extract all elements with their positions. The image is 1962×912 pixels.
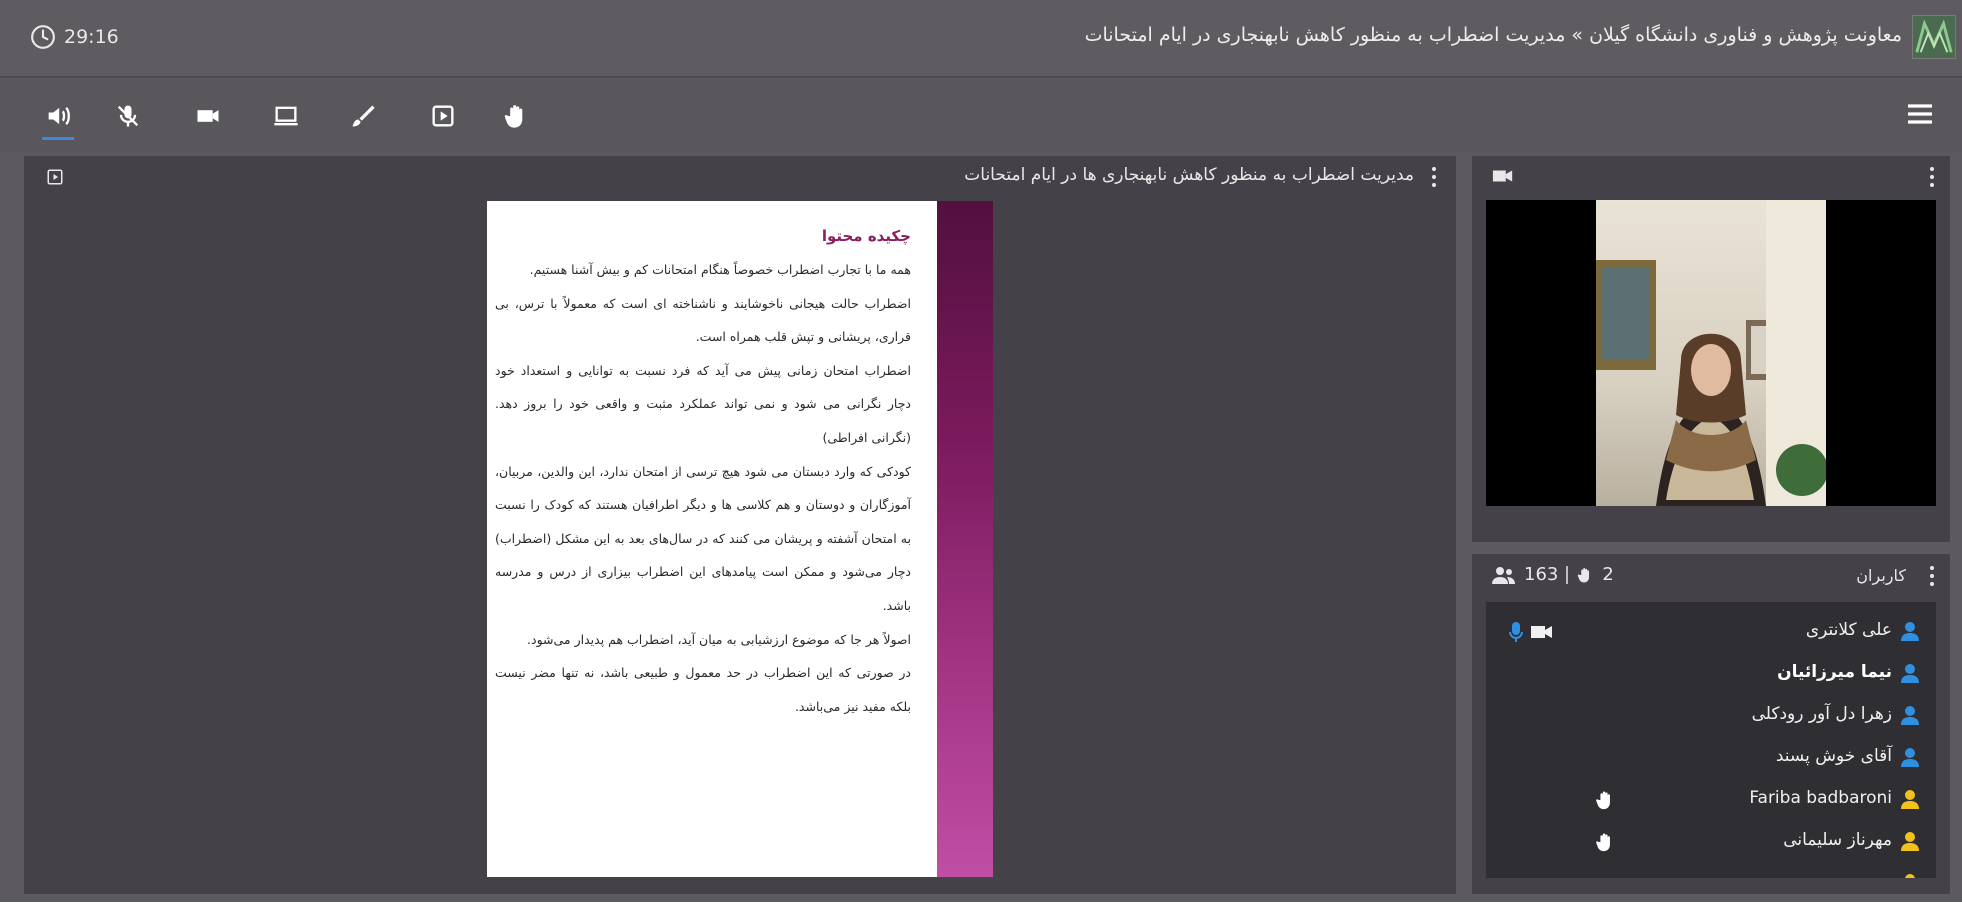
presenter-user-icon bbox=[1900, 705, 1920, 725]
divider bbox=[1566, 566, 1568, 584]
slide-paragraph: کودکی که وارد دبستان می شود هیچ ترسی از امتحان ندارد، این والدین، مربیان، آموزگاران و دوستان و هم کلاسی ها و دیگر اطرافیان هستند که کودک را نسبت به امتحان آشفته و پریشان می کنند که در سال‌های بعد به این مشکل (اضطراب) دچار می‌شود و ممکن است پیامدهای این اضطراب بیزاری از درس و مدرسه باشد. bbox=[495, 463, 911, 613]
mic-icon bbox=[1508, 621, 1524, 643]
camera-icon bbox=[1530, 624, 1554, 640]
participant-user-icon bbox=[1900, 831, 1920, 851]
user-row[interactable] bbox=[1486, 738, 1936, 778]
presenter-webcam-image bbox=[1596, 200, 1826, 506]
webcam-video[interactable] bbox=[1486, 200, 1936, 506]
speaker-icon bbox=[44, 102, 72, 130]
microphone-button[interactable] bbox=[110, 98, 146, 134]
user-name: مهرناز سلیمانی bbox=[1783, 830, 1892, 850]
users-header bbox=[1472, 554, 1950, 598]
user-row[interactable] bbox=[1486, 822, 1936, 862]
timer-text: 29:16 bbox=[64, 26, 119, 48]
screen-share-button[interactable] bbox=[268, 98, 304, 134]
page-title: معاونت پژوهش و فناوری دانشگاه گیلان » مدیریت اضطراب به منظور کاهش نابهنجاری در ایام امتحانات bbox=[1084, 24, 1902, 46]
webcam-feed bbox=[1596, 200, 1826, 506]
participant-user-icon bbox=[1900, 873, 1920, 878]
slide-heading: چکیده محتوا bbox=[821, 227, 911, 245]
user-name: Fariba badbaroni bbox=[1749, 788, 1892, 808]
camera-button[interactable] bbox=[190, 98, 226, 134]
user-row[interactable] bbox=[1486, 780, 1936, 820]
hamburger-menu-icon[interactable] bbox=[1904, 98, 1936, 130]
play-icon[interactable] bbox=[46, 168, 64, 186]
user-name: علی کلانتری bbox=[1805, 620, 1892, 640]
title-bar bbox=[0, 0, 1962, 78]
slide-paragraph: اضطراب امتحان زمانی پیش می آید که فرد نسبت به توانایی و استعداد خود دچار نگرانی می شود و نمی تواند عملکرد مثبت و واقعی خود را بروز دهد. (نگرانی افراطی) bbox=[495, 362, 911, 445]
hand-icon bbox=[1576, 565, 1594, 585]
clock-icon bbox=[30, 24, 56, 50]
camera-icon bbox=[194, 102, 222, 130]
play-icon bbox=[429, 102, 457, 130]
user-row-partial[interactable] bbox=[1486, 864, 1936, 878]
slide-content bbox=[495, 223, 911, 723]
presentation-options-icon[interactable] bbox=[1430, 166, 1438, 188]
whiteboard-button[interactable] bbox=[345, 98, 381, 134]
mic-off-icon bbox=[114, 102, 142, 130]
presentation-slide bbox=[487, 201, 993, 877]
slide-paragraph: در صورتی که این اضطراب در حد معمول و طبیعی باشد، نه تنها مضر نیست بلکه مفید نیز می‌باشد. bbox=[495, 665, 911, 714]
presentation-title: مدیریت اضطراب به منظور کاهش نابهنجاری ها در ایام امتحانات bbox=[964, 165, 1414, 185]
user-row[interactable] bbox=[1486, 612, 1936, 652]
university-logo-icon bbox=[1912, 15, 1956, 59]
speaker-button[interactable] bbox=[40, 98, 76, 134]
slide-paragraph: اضطراب حالت هیجانی ناخوشایند و ناشناخته ای است که معمولاً با ترس، بی قراری، پریشانی و تپش قلب همراه است. bbox=[495, 295, 911, 345]
bottom-border bbox=[0, 902, 1962, 912]
raised-hands-count: 2 bbox=[1602, 564, 1614, 585]
users-title: کاربران bbox=[1856, 566, 1906, 585]
users-options-icon[interactable] bbox=[1928, 565, 1936, 587]
hand-icon bbox=[502, 102, 530, 130]
user-row[interactable] bbox=[1486, 696, 1936, 736]
participant-user-icon bbox=[1900, 789, 1920, 809]
video-panel bbox=[1472, 156, 1950, 542]
user-name: آقای خوش پسند bbox=[1775, 746, 1892, 766]
raise-hand-button[interactable] bbox=[498, 98, 534, 134]
users-stats bbox=[1492, 564, 1614, 585]
presenter-user-icon bbox=[1900, 621, 1920, 641]
users-count: 163 bbox=[1524, 564, 1559, 585]
user-row[interactable] bbox=[1486, 654, 1936, 694]
users-panel bbox=[1472, 554, 1950, 894]
toolbar bbox=[0, 80, 1962, 152]
presenter-user-icon bbox=[1900, 663, 1920, 683]
raised-hand-icon bbox=[1594, 788, 1616, 812]
slide-paragraph: همه ما با تجارب اضطراب خصوصاً هنگام امتحانات کم و بیش آشنا هستیم. bbox=[529, 262, 911, 277]
presenter-user-icon bbox=[1900, 747, 1920, 767]
session-timer bbox=[30, 24, 119, 50]
slide-paragraph: اصولاً هر جا که موضوع ارزشیابی به میان آید، اضطراب هم پدیدار می‌شود. bbox=[527, 631, 911, 647]
people-icon bbox=[1492, 566, 1516, 584]
camera-icon bbox=[1492, 168, 1514, 184]
screen-share-icon bbox=[272, 102, 300, 130]
media-play-button[interactable] bbox=[425, 98, 461, 134]
raised-hand-icon bbox=[1594, 830, 1616, 854]
slide-decorative-bar bbox=[937, 201, 993, 877]
presentation-panel bbox=[24, 156, 1456, 894]
user-name: نیما میرزائیان bbox=[1777, 662, 1892, 682]
user-name: زهرا دل آور رودکلی bbox=[1751, 704, 1892, 724]
video-options-icon[interactable] bbox=[1928, 166, 1936, 188]
brush-icon bbox=[349, 102, 377, 130]
presentation-header bbox=[24, 156, 1456, 196]
users-list bbox=[1486, 602, 1936, 878]
